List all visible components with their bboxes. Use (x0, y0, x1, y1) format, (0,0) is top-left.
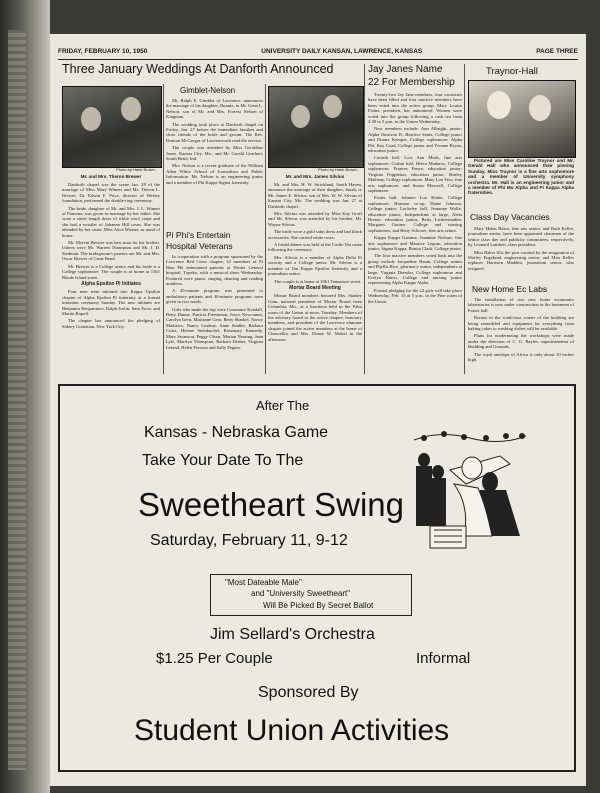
gimblet-p2: The wedding took place at Danforth chapel on Friday, Jan. 27 before the immediate families and close friends of the bride and groom. The Rev. Duncan McGregor of Leavenworth read the service. (166, 121, 263, 143)
headline-jay-janes-2: 22 For Membership (368, 77, 455, 88)
headline-mortar-board: Mortar Board Meeting (289, 284, 341, 291)
article-gimblet (166, 98, 263, 228)
traynor-caption: Pictured are Miss Caroline Traynor and Mr. Gerald Hall who announced their pinning Sunday. Miss Traynor is a fine arts sophomore and a member of University symphony orchestra. Mr. Hall is an engineering junior and a member of Phi Mu Alpha and Pi Kappa Alpha fraternities. (468, 158, 574, 196)
face-woman (529, 95, 551, 121)
face-groom (121, 97, 141, 121)
headline-traynor: Traynor-Hall (486, 66, 538, 77)
ballot-line-3: Will Be Picked By Secret Ballot (263, 601, 374, 610)
photo-silvius (268, 86, 364, 168)
folio-paper: UNIVERSITY DAILY KANSAN, LAWRENCE, KANSAS (261, 48, 423, 55)
ad-line-after: After The (256, 398, 310, 413)
article-brewer (62, 182, 160, 354)
column-rule (163, 84, 164, 374)
photo-silvius-caption: Mr. and Mrs. James Silvius (285, 174, 345, 179)
pi-phi-p3: Girls who made the trip were Constance Kendall, Betty Dunne, Patricia Freeannon, Joyce Newcomer, Carolyn Isern, Marianne Gear, Betty Sharkel, Nancy Mathews, Nancy Lindsay, Anne Stadler, Barbara Coats, Helene Steinbuchel, Rosemary Kennedy, Mary Swanson, Peggy Olson, Marian Nearing, Jean Lyle, Marilyn Thompson, Barbara Draher, Virginia Ireland, Helen Persson and Sally Pegues. (166, 306, 263, 350)
newspaper-page (50, 34, 586, 786)
ballot-box (210, 574, 412, 616)
binding-strip (8, 30, 26, 770)
jay-janes-p6: The four inactive members voted back into the group include Jacqueline Baum, College senior and Phyllis Rice, pharmacy senior, independents at large; Virginia Dressler, College sophomore and Evelyn Harris, College and nursing junior representing Alpha Kappa Alpha. (368, 253, 462, 286)
class-day-p2: Miss Baker fills the post vacated by the resignation of Shirley Engelund, engineering senior, and Miss Keller replaces Harrison Madden, journalism senior, who resigned. (468, 249, 574, 271)
caption-traynor-hall (468, 158, 574, 214)
headline-jay-janes: Jay Janes Name (368, 64, 443, 75)
dancing-couple-illustration (410, 426, 530, 551)
brewer-p2: The bride, daughter of Mr. and Mrs. J. L. Winner of Pomona, was given in marriage by her father. She wore a street length dress of white wool crepe and she had a wristlet of Johanna Hill roses. She was attended by her sister, Miss Alice Winner, as maid of honor. (62, 205, 160, 238)
face-bride (81, 107, 101, 131)
headline-weddings: Three January Weddings At Danforth Announced (62, 62, 334, 76)
headline-pi-phi-2: Hospital Veterans (166, 241, 233, 251)
ad-orchestra: Jim Sellard's Orchestra (210, 626, 375, 643)
article-class-day (468, 226, 574, 282)
brewer-p4: Mr. Brewer is a College senior and his bride is a College sophomore. The couple is at home at 1361 Rhode Island street. (62, 263, 160, 280)
article-jay-janes (368, 92, 462, 374)
silvius-p3: The bride wore a gold satin dress and had black accessories. She carried white roses. (268, 229, 362, 240)
home-ec-p3: Plans for modernizing the workshops were made under the direction of C. G. Bayles, superintendent of Building and Grounds. (468, 333, 574, 350)
photo-brewer (62, 86, 162, 168)
gimblet-p3: The couple was attended by Miss Geraldine Jones, Kansas City, Mo., and Mr. Gerald Gearhart, South Bend, Ind. (166, 145, 263, 162)
ballot-line-1: "Most Dateable Male" (225, 578, 302, 587)
photo-silvius-credit: Photo by Hank Brown. (318, 167, 358, 172)
folio-line (58, 48, 578, 60)
column-rule (464, 64, 465, 374)
article-silvius (268, 182, 362, 374)
ad-org: Student Union Activities (134, 714, 450, 747)
jay-janes-p1: Twenty-two Jay Jane members, four vacancies have been filled and four inactive members have been voted into the active group, Mary Louise Fisher, president, has announced. Women were voted into the group following a rush tea from 2:30 to 5 p.m. in the Union Wednesday. (368, 92, 462, 125)
silvius-p1: Mr. and Mrs. H. W. Strickland, South Haven, announce the marriage of their daughter, Sarah, to Mr. James E. Silvius, son of Mrs. W. W. Silvius of Kansas City, Mo. The wedding was Jan. 27 at Danforth chapel. (268, 182, 362, 209)
ballot-line-2: and "University Sweetheart" (251, 589, 351, 598)
pi-phi-p1: In cooperation with a program sponsored by the Lawrence Red Cross chapter, 22 members of Pi Beta Phi entertained patients at Winter General hospital, Topeka, with a musical show Wednesday. Featured were piano, singing, dancing and reading numbers. (166, 254, 263, 287)
ad-sponsor: Sponsored By (258, 684, 359, 701)
class-day-p1: Mary Helen Baker, fine arts senior, and Ruth Keller, journalism senior, have been appointed chairmen of the senior class day and publicity committees, respectively, by Leonard Lambert, class president. (468, 226, 574, 248)
headline-gimblet: Gimblet-Nelson (180, 86, 236, 95)
home-ec-p1: The installation of two new home economics laboratories is now under construction in the basement of Fraser hall. (468, 297, 574, 313)
ad-event-date: Saturday, February 11, 9-12 (150, 532, 348, 549)
headline-home-ec: New Home Ec Labs (472, 284, 548, 294)
face-man (487, 91, 511, 119)
mortar-board-p1: Mortar Board members honored Mrs. Stanley Ginn, national president of Mortar Board from Columbia, Mo., at a luncheon held in the Palm room of the Union at noon, Tuesday. Members of the advisory board to the active chapter, honorary members, and president of the Lawrence alumnae chapter joined the active members at the home of Chancellor and Mrs. Deane W. Malott in the afternoon. (268, 293, 362, 342)
ad-line-game: Kansas - Nebraska Game (144, 424, 329, 441)
ad-title: Sweetheart Swing (138, 486, 404, 523)
brewer-p3: Mr. Mervin Brewer was best man for his brother. Ushers were Mr. Warren Thompson and Mr. J. D. Stedman. The bridegroom's parents are Mr. and Mrs. Oscar Brewer of Great Bend. (62, 240, 160, 262)
column-rule (364, 64, 365, 374)
gimblet-p4: Mrs. Nelson is a recent graduate of the William Allen White School of Journalism and Public Information. Mr. Nelson is an engineering junior and a member of Phi Kappa Sigma fraternity. (166, 163, 263, 185)
article-home-ec (468, 297, 574, 374)
face-groom (323, 95, 342, 118)
folio-date: FRIDAY, FEBRUARY 10, 1950 (58, 48, 148, 55)
sweetheart-swing-ad (58, 384, 576, 772)
brewer-p1: Danforth chapel was the scene Jan. 28 of the marriage of Miss Mary Winner and Mr. Theron L. Brewer. Dr. Edwin F. Price, director of Wesley foundation, performed the double-ring ceremony. (62, 182, 160, 204)
home-ec-p4: The royal antelope of Africa is only about 10 inches high. (468, 351, 574, 363)
jay-janes-p7: Formal pledging for the 22 girls will take place Wednesday, Feb. 15 at 5 p.m. in the Pine room of the Union. (368, 287, 462, 304)
headline-alpha-epsilon: Alpha Epsilon Pi Initiates (81, 280, 141, 287)
ad-dress: Informal (416, 650, 471, 667)
silvius-p2: Mrs. Silvius was attended by Miss Kay Groff and Mr. Silvius was attended by his brother, Mr. Wayne Silvius. (268, 211, 362, 227)
alpha-epsilon-p1: Four men were initiated into Kappa Upsilon chapter of Alpha Epsilon Pi fraternity at a formal initiation ceremony Sunday. The new initiates are Benjamin Benjaminov, Ralph Joslin, Sam Price, and Martin Rapoff. (62, 289, 160, 316)
jay-janes-p2: New members include: Ann Albright, junior; Alpha Omicron Pi, Beatrice Sener, College junior and Donna Kemper, College sophomore; Alpha Phi, Kay Coad, College junior and Yvonne Bryan, education junior. (368, 126, 462, 154)
photo-traynor-hall (468, 80, 576, 158)
silvius-p6: The couple is at home at 1061 Tennessee street. (274, 278, 362, 284)
photo-brewer-credit: Photo by Hank Brown. (116, 167, 156, 172)
column-rule (265, 84, 266, 374)
pi-phi-p2: A 45-minute program was presented to ambulatory patients and 30-minute programs were given in two wards. (166, 288, 263, 305)
headline-pi-phi-1: Pi Phi's Entertain (166, 230, 231, 240)
headline-class-day: Class Day Vacancies (470, 212, 550, 222)
silvius-p4: A bridal dinner was held at the Castle Tea room following the ceremony. (268, 242, 362, 253)
ad-price: $1.25 Per Couple (156, 650, 273, 667)
gimblet-p1: Mr. Ralph E. Gimblet of Lawrence, announces the marriage of his daughter, Bonnie, to Mr. Gene L. Nelson, son of Mr. and Mrs. Forrest Nelson of Kingman. (166, 98, 263, 120)
jay-janes-p5: Kappa Kappa Gamma, Jeannine Neibart, fine arts sophomore and Maurice Legom, education junior; Sigma Kappa, Bonita Clark, College junior. (368, 235, 462, 251)
silvius-p5: Mrs. Silvius is a member of Alpha Delta Pi sorority and a College junior. Mr. Silvius is a member of Tau Kappa Epsilon fraternity and a journalism senior. (268, 254, 362, 277)
dancing-couple-svg (410, 426, 530, 551)
alpha-epsilon-p2: The chapter has announced the pledging of Sidney Gotteman, New York City. (62, 318, 160, 329)
ad-line-date: Take Your Date To The (142, 452, 304, 469)
home-ec-p2: Rooms in the south-east corner of the building are being remodeled and equipment for everything from baking cakes to washing dishes will be available. (468, 315, 574, 332)
jay-janes-p3: Carruth hall, Lois Ann Mails, fine arts sophomore; Corbin hall, Helen Madaros, College sophomore, Frances Fence, education junior; Virginia Poppleton, education junior, Shirley Matheny, College sophomore, Mary Lou Vess, fine arts sophomore, and Susan Maxwell, College sophomore. (368, 155, 462, 193)
folio-page: PAGE THREE (536, 48, 578, 55)
photo-brewer-caption: Mr. and Mrs. Theron Brewer (80, 174, 142, 179)
face-bride (291, 105, 310, 128)
jay-janes-p4: Foster hall, Johnnie Lou Shafer, College sophomore; Harmon co-op, Diane Johnson, College junior; Lockeley hall, Jeannine Wolfe, education junior; Independents at large, Aleta Brown, education junior, Betty Lichtenstadter, Margaret Gartner, College and nursing sophomores, and Betty Schoore, fine arts senior. (368, 195, 462, 233)
article-pi-phi (166, 254, 263, 374)
